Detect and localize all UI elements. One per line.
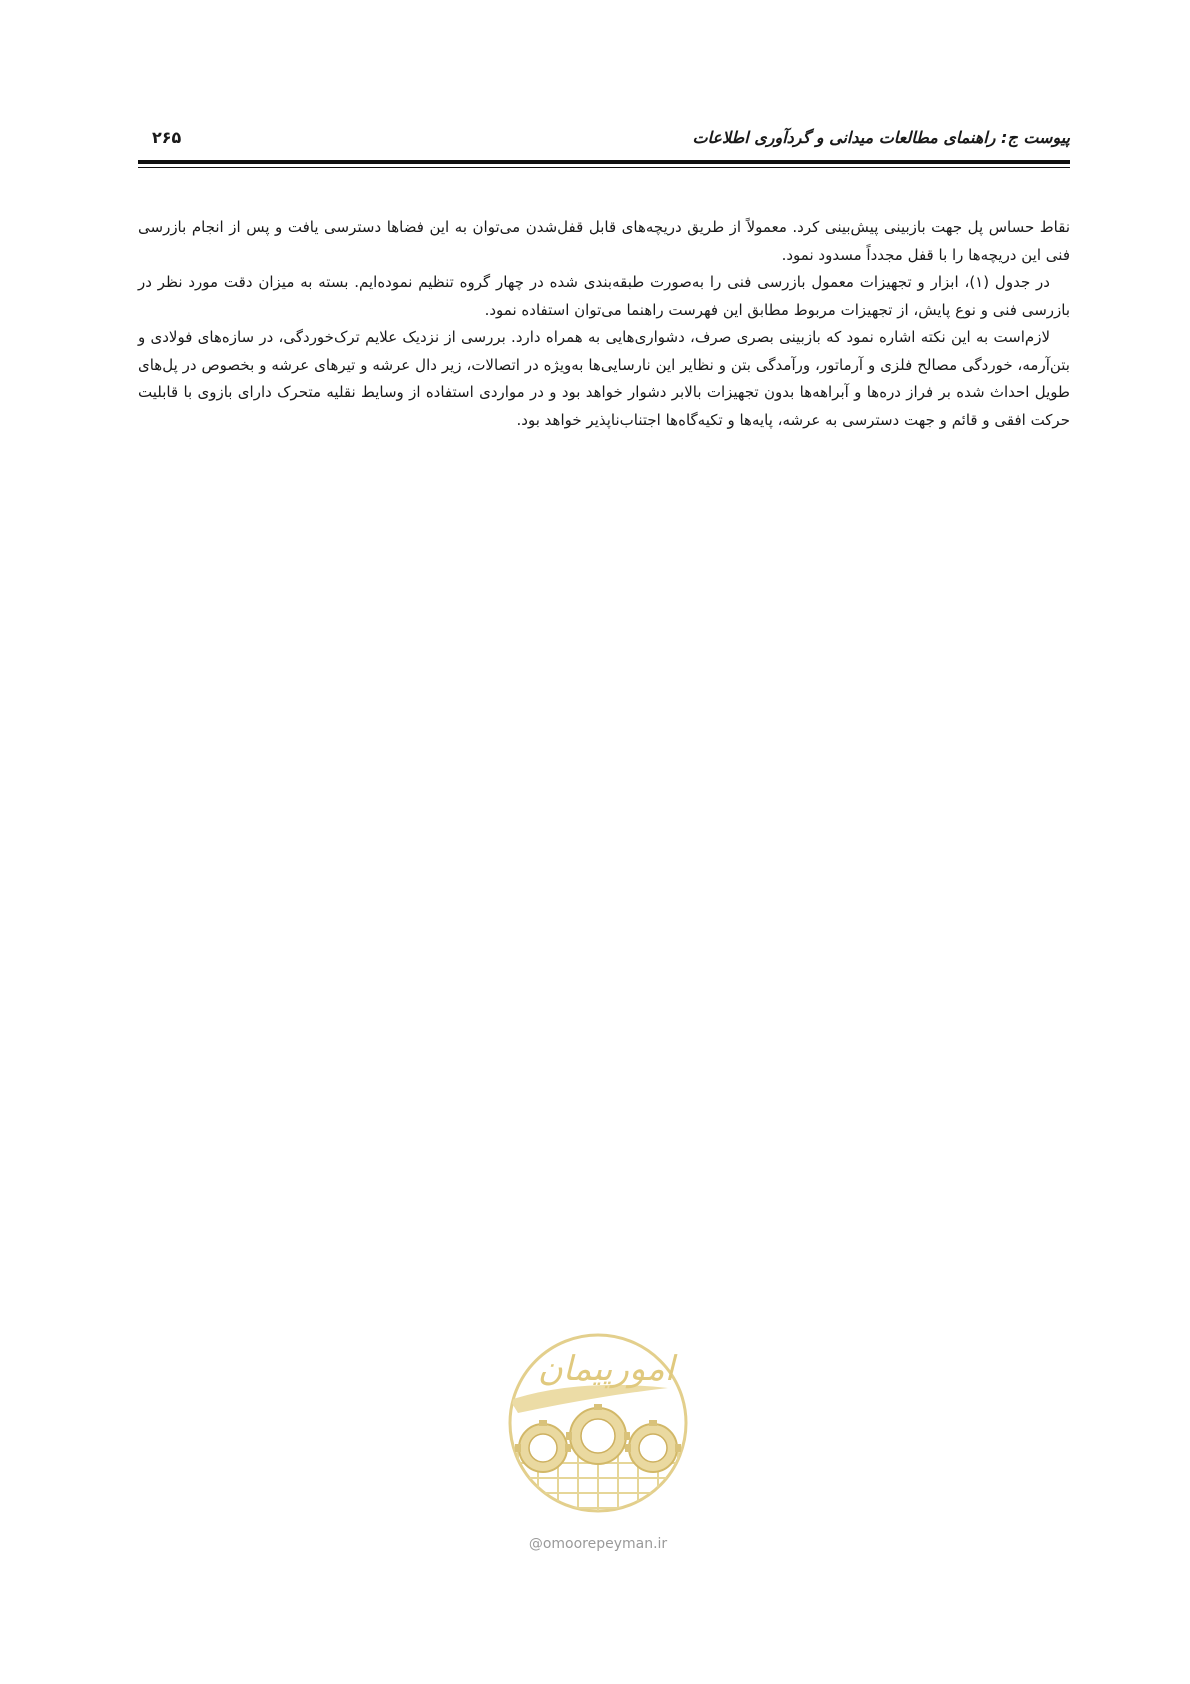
paragraph-3: لازم‌است به این نکته اشاره نمود که بازبینی بصری صرف، دشواری‌هایی به همراه دارد. بررسی از نزدیک علایم ترک‌خوردگی، در سازه‌های فولادی و بتن‌آرمه، خوردگی مصالح فلزی و آرماتور، ورآمدگی بتن و نظایر این نارسایی‌ها به‌ویژه در اتصالات، زیر دال عرشه و تیرهای عرشه و بخصوص در پل‌های طویل احداث شده بر فراز دره‌ها و آبراهه‌ها بدون تجهیزات بالابر دشوار خواهد بود و در مواردی استفاده از وسایط نقلیه متحرک دارای بازوی با قابلیت حرکت افقی و قائم و جهت دسترسی به عرشه، پایه‌ها و تکیه‌گاه‌ها اجتناب‌ناپذیر خواهد بود. (138, 328, 1070, 429)
running-title: پیوست ج: راهنمای مطالعات میدانی و گردآوری اطلاعات (692, 128, 1070, 147)
watermark-url: @omoorepeyman.ir (528, 1536, 668, 1552)
paragraph-1: نقاط حساس پل جهت بازبینی پیش‌بینی کرد. معمولاً از طریق دریچه‌های قابل قفل‌شدن می‌توان به این فضاها دسترسی یافت و پس از انجام بازرسی فنی این دریچه‌ها را با قفل مجدداً مسدود نمود. (138, 218, 1070, 264)
paragraph-2: در جدول (۱)، ابزار و تجهیزات معمول بازرسی فنی را به‌صورت طبقه‌بندی شده در چهار گروه تنظیم نموده‌ایم. بسته به میزان دقت مورد نظر در بازرسی فنی و نوع پایش، از تجهیزات مربوط مطابق این فهرست راهنما می‌توان استفاده نمود. (138, 273, 1070, 319)
page-number: ۲۶۵ (152, 128, 182, 147)
watermark-logo (488, 1318, 708, 1533)
watermark-logo-text: امورپیمان (537, 1349, 675, 1389)
page-header (138, 128, 1070, 154)
header-rule-thick (138, 160, 1070, 164)
body-text (138, 214, 1070, 434)
header-rule-thin (138, 167, 1070, 168)
watermark (488, 1318, 708, 1558)
